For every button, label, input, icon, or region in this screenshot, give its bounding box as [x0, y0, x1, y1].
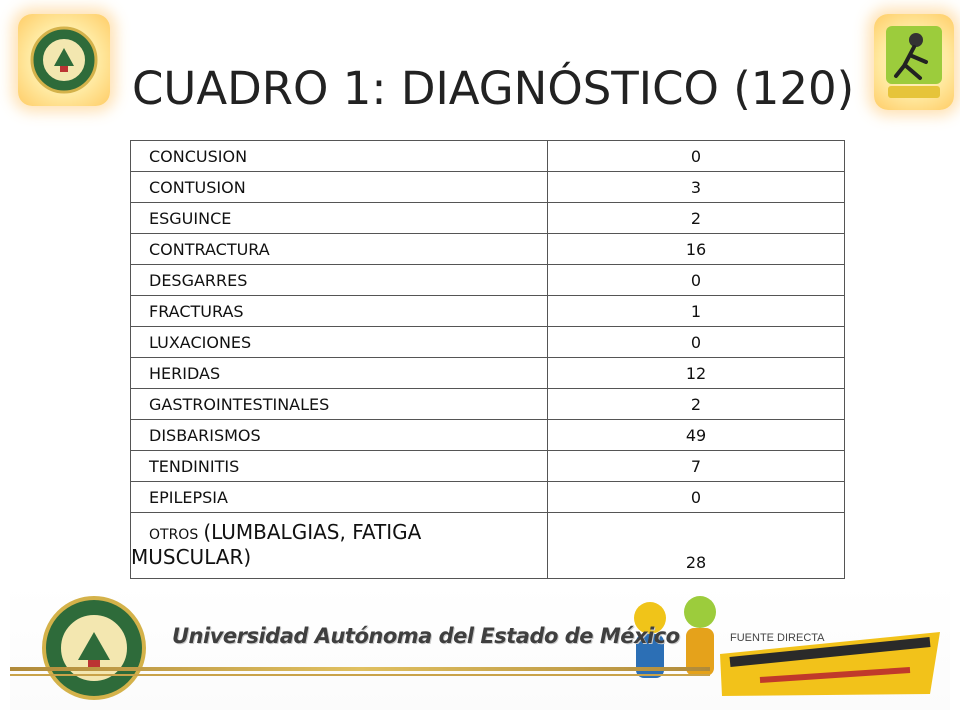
athletics-logo-top-right [874, 14, 954, 110]
seal-icon [18, 14, 110, 106]
diagnosis-name: DISBARISMOS [131, 420, 548, 451]
diagnosis-count: 0 [548, 482, 845, 513]
diagnosis-name: LUXACIONES [131, 327, 548, 358]
table-row [131, 389, 845, 420]
diagnosis-count: 2 [548, 389, 845, 420]
diagnosis-name: HERIDAS [131, 358, 548, 389]
diagnosis-name: CONTRACTURA [131, 234, 548, 265]
table-row [131, 234, 845, 265]
table-row [131, 141, 845, 172]
diagnosis-name-otros [131, 513, 548, 579]
diagnosis-count: 0 [548, 265, 845, 296]
table-row [131, 451, 845, 482]
diagnosis-count: 12 [548, 358, 845, 389]
diagnosis-name: CONCUSION [131, 141, 548, 172]
diagnosis-name: CONTUSION [131, 172, 548, 203]
diagnosis-count: 16 [548, 234, 845, 265]
otros-detail-2: MUSCULAR) [131, 545, 252, 569]
otros-label: OTROS [149, 527, 199, 543]
diagnosis-count: 0 [548, 327, 845, 358]
table-row [131, 203, 845, 234]
page-title: CUADRO 1: DIAGNÓSTICO (120) [132, 62, 855, 115]
diagnosis-count: 3 [548, 172, 845, 203]
diagnosis-count: 0 [548, 141, 845, 172]
table-row [131, 172, 845, 203]
table-row [131, 296, 845, 327]
diagnosis-name: EPILEPSIA [131, 482, 548, 513]
banner-divider [10, 667, 710, 671]
diagnosis-count: 49 [548, 420, 845, 451]
diagnosis-name: DESGARRES [131, 265, 548, 296]
table-row [131, 420, 845, 451]
table-row-otros [131, 513, 845, 579]
diagnosis-count-otros: 28 [548, 513, 845, 579]
university-name: Universidad Autónoma del Estado de México [172, 624, 680, 648]
diagnosis-name: TENDINITIS [131, 451, 548, 482]
diagnosis-name: GASTROINTESTINALES [131, 389, 548, 420]
diagnosis-count: 2 [548, 203, 845, 234]
table-row [131, 265, 845, 296]
source-note: FUENTE DIRECTA [730, 632, 825, 644]
table-row [131, 482, 845, 513]
table-row [131, 327, 845, 358]
otros-detail-1: (LUMBALGIAS, FATIGA [203, 520, 422, 544]
diagnosis-table [130, 140, 845, 579]
diagnosis-count: 1 [548, 296, 845, 327]
diagnosis-name: ESGUINCE [131, 203, 548, 234]
banner-seal-icon [22, 588, 172, 708]
banner-divider-thin [10, 674, 710, 676]
diagnosis-name: FRACTURAS [131, 296, 548, 327]
athlete-icon [874, 14, 954, 110]
university-seal-logo-top-left [18, 14, 110, 106]
diagnosis-count: 7 [548, 451, 845, 482]
table-row [131, 358, 845, 389]
